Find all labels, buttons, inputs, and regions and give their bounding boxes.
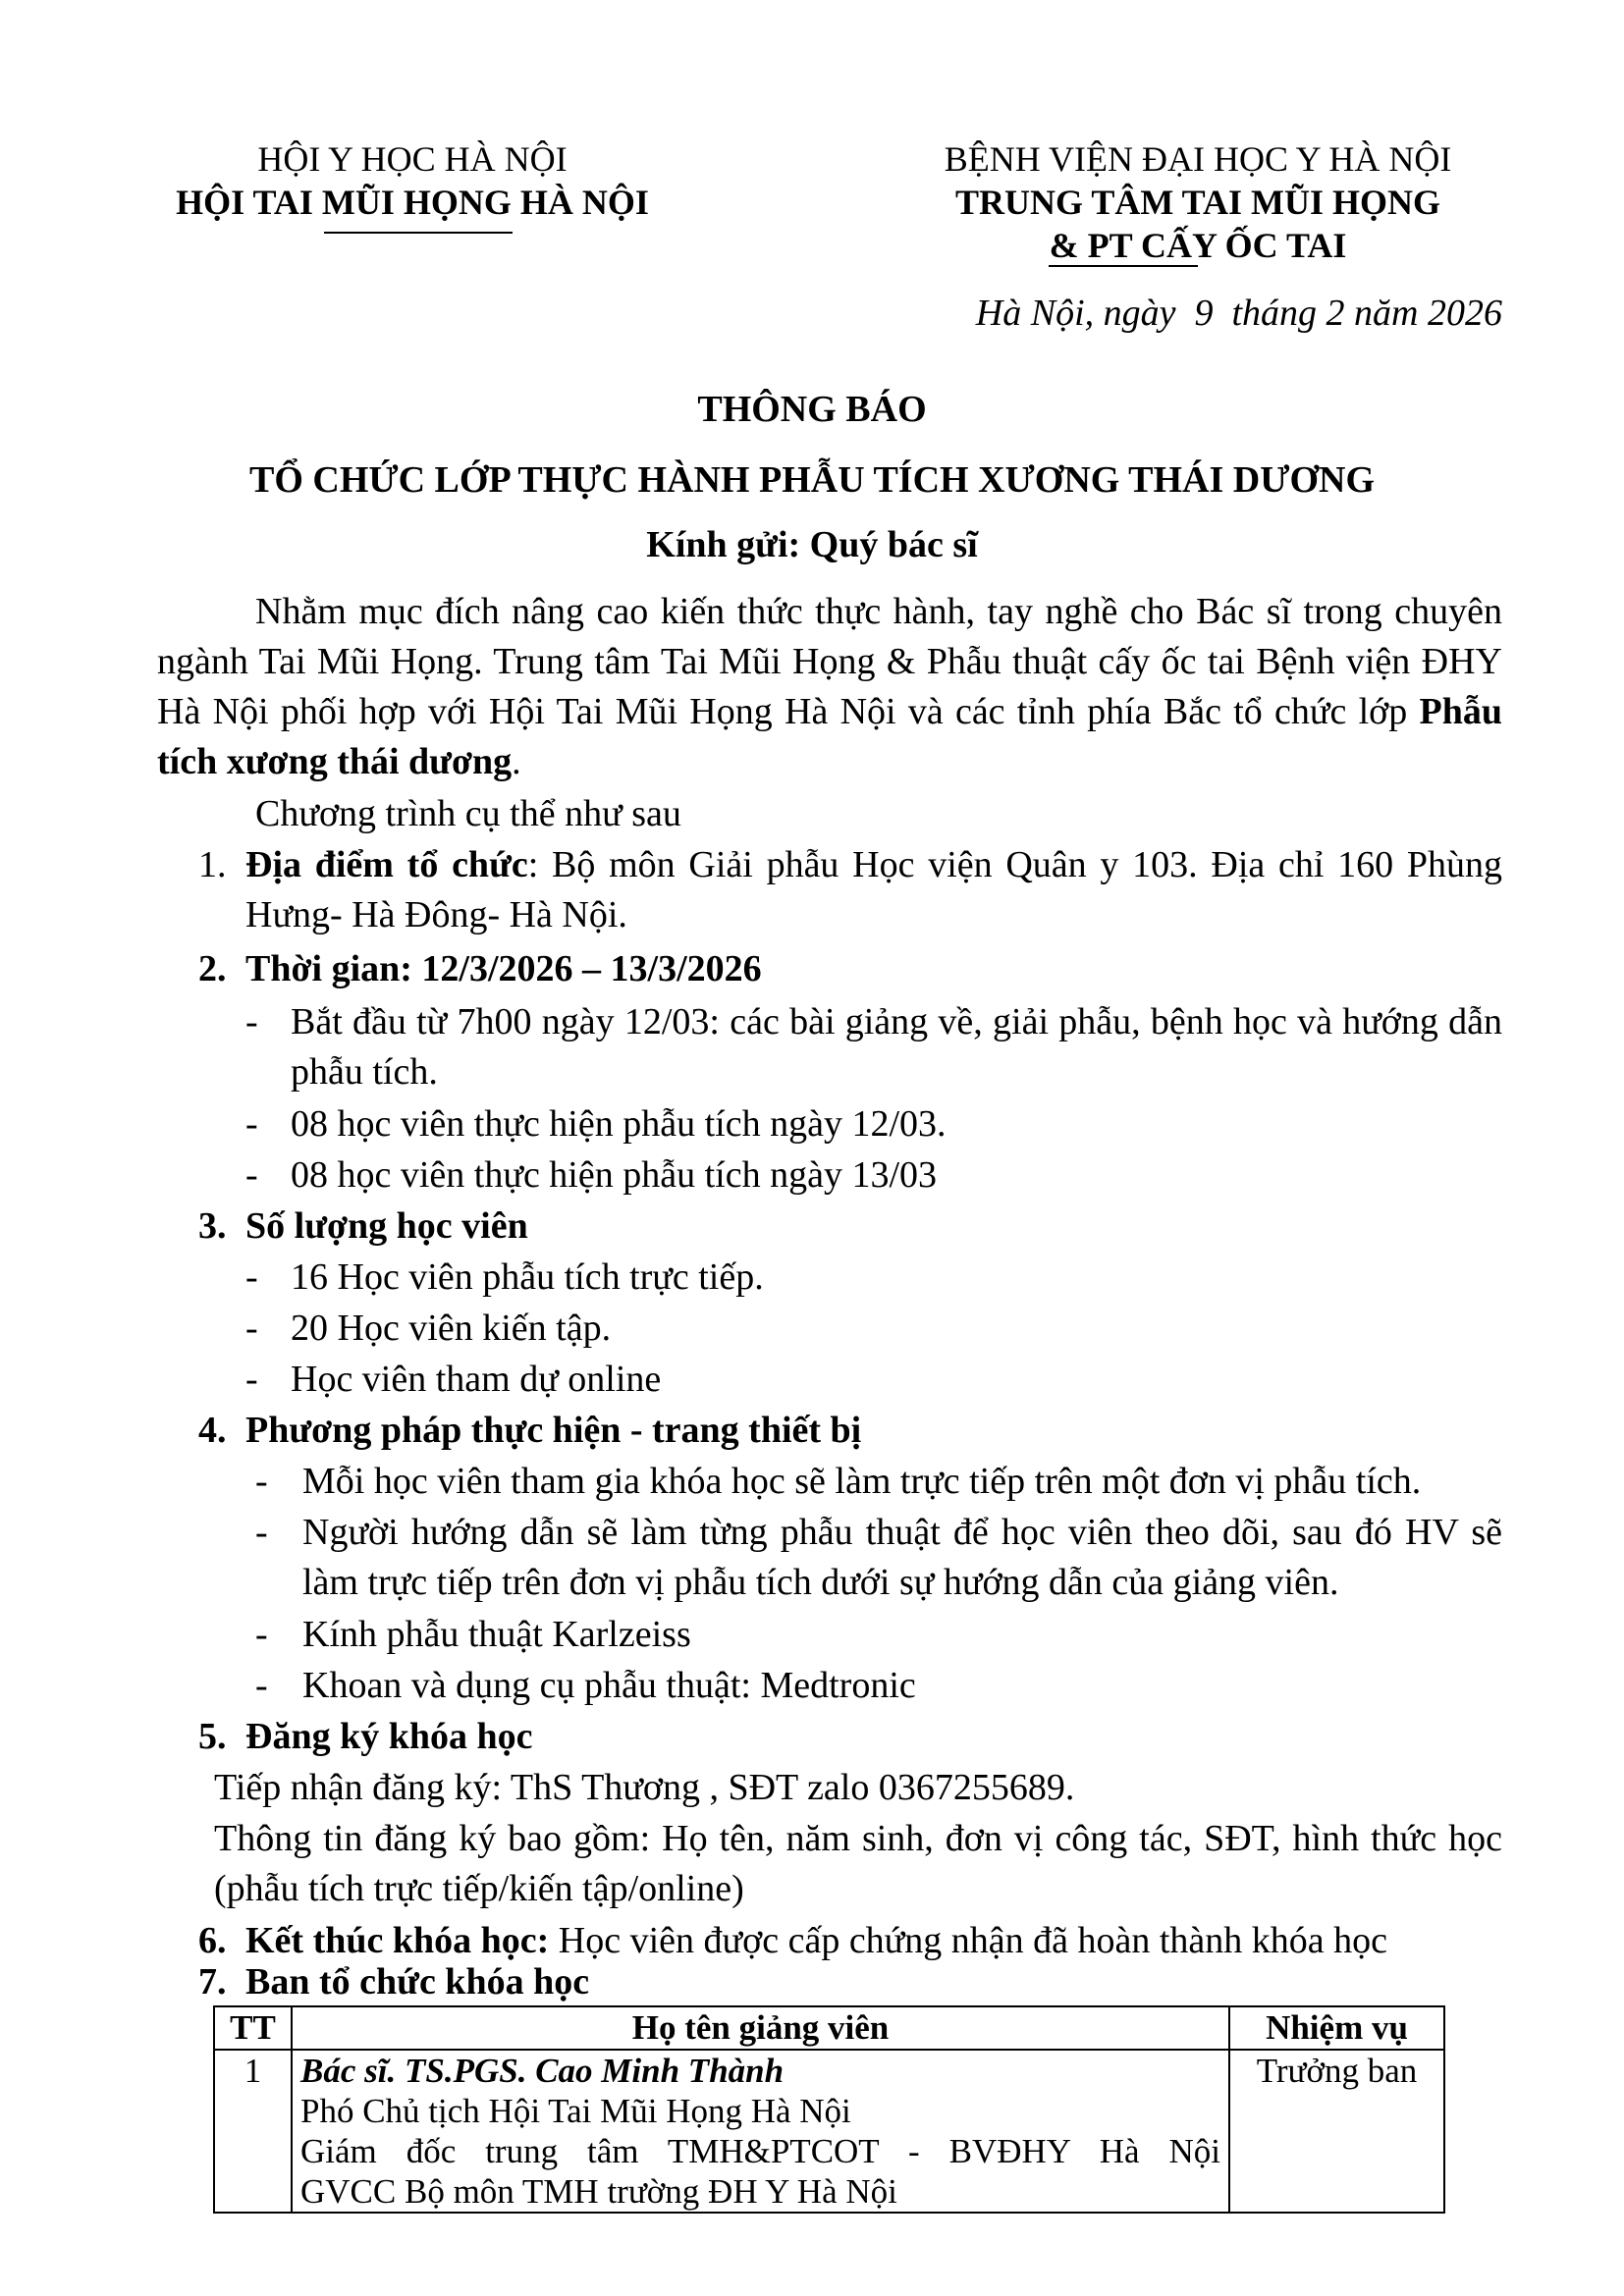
date-line: Hà Nội, ngày 9 tháng 2 năm 2026 bbox=[975, 293, 1502, 334]
row-duty: Trưởng ban bbox=[1229, 2050, 1444, 2213]
header-left bbox=[167, 137, 658, 224]
header-right-line1: BỆNH VIỆN ĐẠI HỌC Y HÀ NỘI bbox=[944, 139, 1452, 179]
section-1 bbox=[245, 840, 1502, 940]
section-2-label: Thời gian: 12/3/2026 – 13/3/2026 bbox=[245, 948, 762, 989]
bullet-dash: - bbox=[245, 1256, 258, 1298]
section-5-number: 5. bbox=[198, 1716, 227, 1757]
section-4-item-2: Người hướng dẫn sẽ làm từng phẫu thuật để học viên theo dõi, sau đó HV sẽ làm trực tiếp trên đơn vị phẫu tích dưới sự hướng dẫn của giảng viên. bbox=[302, 1512, 1502, 1603]
header-right bbox=[864, 137, 1532, 267]
section-3-item-1: 16 Học viên phẫu tích trực tiếp. bbox=[291, 1256, 764, 1298]
page-title: THÔNG BÁO bbox=[697, 389, 927, 430]
bullet-dash: - bbox=[245, 1308, 258, 1349]
section-1-label: Địa điểm tổ chức bbox=[245, 844, 528, 885]
header-left-line1: HỘI Y HỌC HÀ NỘI bbox=[257, 139, 568, 179]
header-left-rule bbox=[324, 232, 513, 234]
col-header-name: Họ tên giảng viên bbox=[292, 2006, 1229, 2050]
section-1-number: 1. bbox=[198, 844, 227, 885]
header-right-line3: & PT CẤY ỐC TAI bbox=[1049, 226, 1347, 265]
lecturer-role-2: Giám đốc trung tâm TMH&PTCOT - BVĐHY Hà Nội bbox=[300, 2132, 1220, 2170]
intro-text: Nhằm mục đích nâng cao kiến thức thực hành, tay nghề cho Bác sĩ trong chuyên ngành Tai Mũi Họng. Trung tâm Tai Mũi Họng & Phẫu thuật cấy ốc tai Bệnh viện ĐHY Hà Nội phối hợp với Hội Tai Mũi Họng Hà Nội và các tỉnh phía Bắc tổ chức lớp bbox=[157, 591, 1502, 732]
section-3-number: 3. bbox=[198, 1205, 227, 1247]
section-3-item-2: 20 Học viên kiến tập. bbox=[291, 1308, 612, 1349]
section-4-item-3: Kính phẫu thuật Karlzeiss bbox=[302, 1614, 691, 1655]
bullet-dash: - bbox=[245, 1103, 258, 1145]
section-5-line-1: Tiếp nhận đăng ký: ThS Thương , SĐT zalo 0367255689. bbox=[214, 1767, 1075, 1808]
bullet-dash: - bbox=[255, 1512, 268, 1553]
section-2-item-3: 08 học viên thực hiện phẫu tích ngày 13/03 bbox=[291, 1154, 938, 1196]
section-4-item-1: Mỗi học viên tham gia khóa học sẽ làm trực tiếp trên một đơn vị phẫu tích. bbox=[302, 1461, 1422, 1502]
section-4-label: Phương pháp thực hiện - trang thiết bị bbox=[245, 1410, 862, 1451]
col-header-duty: Nhiệm vụ bbox=[1229, 2006, 1444, 2050]
lecturer-name: Bác sĩ. TS.PGS. Cao Minh Thành bbox=[300, 2052, 785, 2090]
bullet-dash: - bbox=[255, 1614, 268, 1655]
section-3-label: Số lượng học viên bbox=[245, 1205, 528, 1247]
greeting: Kính gửi: Quý bác sĩ bbox=[646, 524, 978, 565]
section-3-item-3: Học viên tham dự online bbox=[291, 1359, 662, 1400]
bullet-dash: - bbox=[245, 1001, 258, 1042]
section-2-number: 2. bbox=[198, 948, 227, 989]
organizing-committee-table bbox=[213, 2005, 1445, 2214]
row-tt: 1 bbox=[214, 2050, 292, 2213]
section-4-item-4: Khoan và dụng cụ phẫu thuật: Medtronic bbox=[302, 1665, 916, 1706]
row-lecturer bbox=[292, 2050, 1229, 2213]
lecturer-role-1: Phó Chủ tịch Hội Tai Mũi Họng Hà Nội bbox=[300, 2092, 851, 2130]
bullet-dash: - bbox=[255, 1665, 268, 1706]
section-4-number: 4. bbox=[198, 1410, 227, 1451]
header-right-line2: TRUNG TÂM TAI MŨI HỌNG bbox=[954, 183, 1441, 222]
table-header-row bbox=[214, 2006, 1444, 2050]
table-row bbox=[214, 2050, 1444, 2213]
bullet-dash: - bbox=[255, 1461, 268, 1502]
section-7-label: Ban tổ chức khóa học bbox=[245, 1961, 590, 2002]
lecturer-role-3: GVCC Bộ môn TMH trường ĐH Y Hà Nội bbox=[300, 2172, 897, 2211]
section-6-label: Kết thúc khóa học: bbox=[245, 1920, 550, 1961]
section-5-label: Đăng ký khóa học bbox=[245, 1716, 533, 1757]
intro-paragraph bbox=[157, 587, 1502, 787]
bullet-dash: - bbox=[245, 1154, 258, 1196]
header-left-line2: HỘI TAI MŨI HỌNG HÀ NỘI bbox=[176, 183, 649, 222]
program-intro: Chương trình cụ thể như sau bbox=[255, 793, 681, 834]
section-2-item-1: Bắt đầu từ 7h00 ngày 12/03: các bài giảng về, giải phẫu, bệnh học và hướng dẫn phẫu tích. bbox=[291, 1001, 1502, 1093]
section-7-number: 7. bbox=[198, 1961, 227, 2002]
section-6-text: Học viên được cấp chứng nhận đã hoàn thành khóa học bbox=[549, 1920, 1388, 1961]
col-header-tt: TT bbox=[214, 2006, 292, 2050]
bullet-dash: - bbox=[245, 1359, 258, 1400]
page-subtitle: TỔ CHỨC LỚP THỰC HÀNH PHẪU TÍCH XƯƠNG THÁI DƯƠNG bbox=[248, 459, 1376, 501]
section-1-text: : Bộ môn Giải phẫu Học viện Quân y 103. Địa chỉ 160 Phùng Hưng- Hà Đông- Hà Nội. bbox=[245, 844, 1502, 935]
section-6-number: 6. bbox=[198, 1920, 227, 1961]
section-2-item-2: 08 học viên thực hiện phẫu tích ngày 12/03. bbox=[291, 1103, 947, 1145]
intro-bold-course: Phẫu tích xương thái dương bbox=[157, 691, 1502, 782]
intro-end: . bbox=[512, 741, 521, 782]
section-5-line-2: Thông tin đăng ký bao gồm: Họ tên, năm sinh, đơn vị công tác, SĐT, hình thức học (phẫu tích trực tiếp/kiến tập/online) bbox=[214, 1818, 1502, 1909]
header-right-rule bbox=[1049, 265, 1198, 267]
